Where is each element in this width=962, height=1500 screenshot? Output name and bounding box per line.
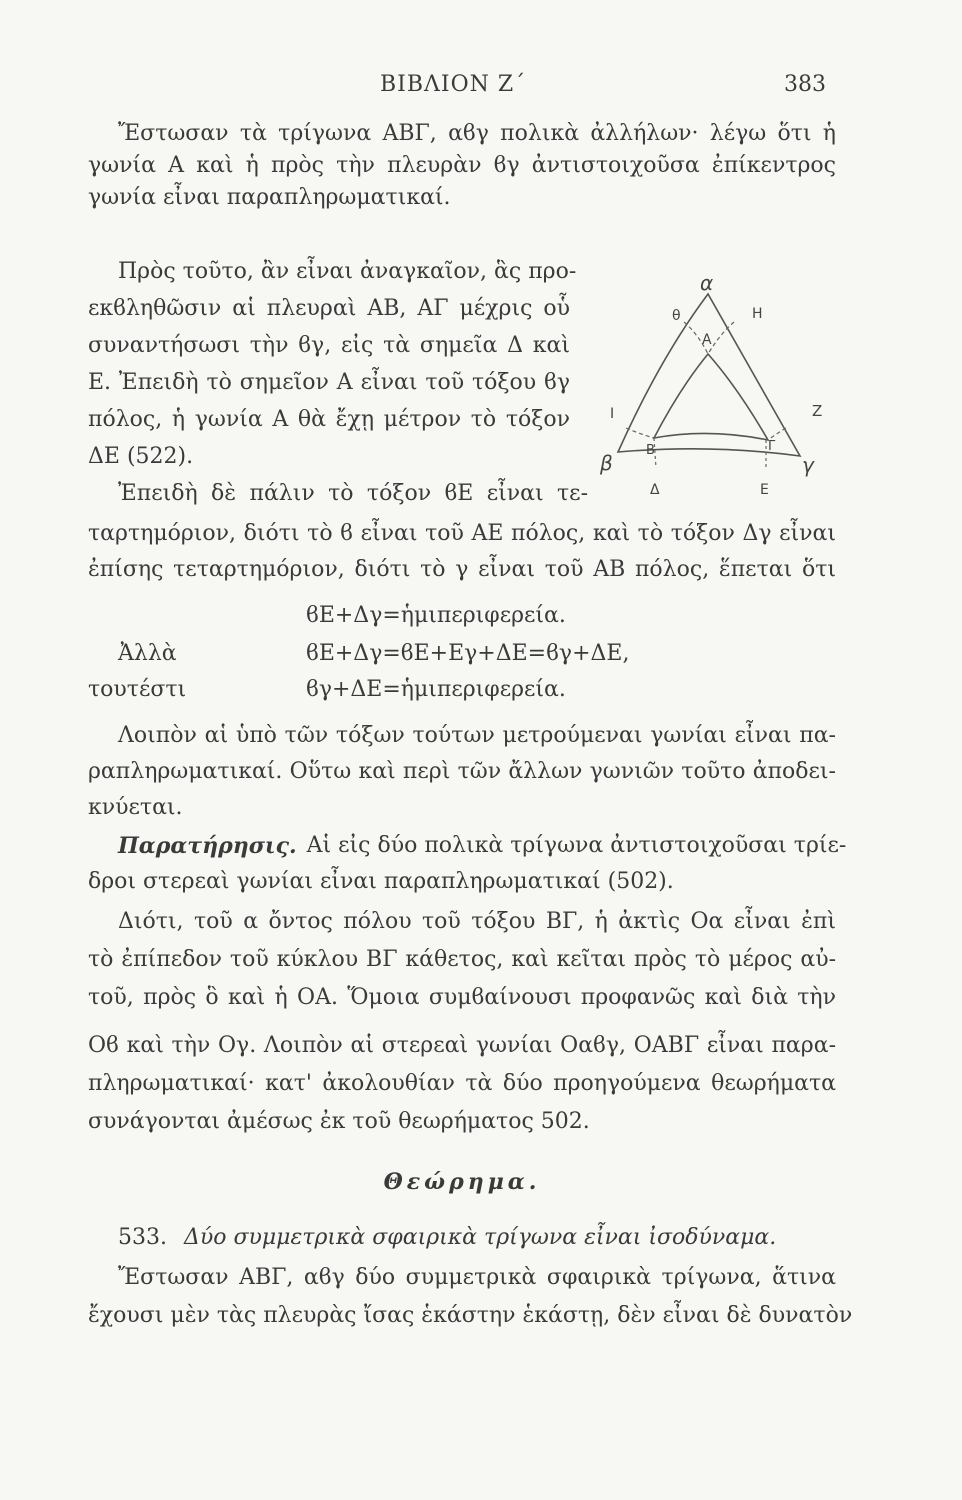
text-line: Πρὸς τοῦτο, ἂν εἶναι ἀναγκαῖον, ἃς προ- <box>118 259 577 284</box>
text-line: εκϐληθῶσιν αἱ πλευραὶ ΑΒ, ΑΓ μέχρις οὗ <box>88 296 570 321</box>
text-line: Ἔστωσαν τὰ τρίγωνα ΑΒΓ, αϐγ πολικὰ ἀλλήλων· λέγω ὅτι ἡ <box>118 121 836 146</box>
text-line: Ε. Ἐπειδὴ τὸ σημεῖον Α εἶναι τοῦ τόξου ϐγ <box>88 370 570 395</box>
theorem-statement: Δύο συμμετρικὰ σφαιρικὰ τρίγωνα εἶναι ἰσοδύναμα. <box>183 1225 777 1250</box>
text-line: δροι στερεαὶ γωνίαι εἶναι παραπληρωματικαί (502). <box>88 869 674 894</box>
equation-2: ϐΕ+Δγ=ϐΕ+Εγ+ΔΕ=ϐγ+ΔΕ, <box>306 641 630 666</box>
text-line: γωνία εἶναι παραπληρωματικαί. <box>88 185 451 210</box>
outer-triangle <box>618 294 800 456</box>
dashed-arc-right <box>708 322 734 354</box>
text-line: ΔΕ (522). <box>88 444 194 469</box>
text-line: ἐπίσης τεταρτημόριον, διότι τὸ γ εἶναι τοῦ ΑΒ πόλος, ἕπεται ὅτι <box>88 557 836 582</box>
text-line: γωνία Α καὶ ἡ πρὸς τὴν πλευρὰν ϐγ ἀντιστοιχοῦσα ἐπίκεντρος <box>88 153 836 178</box>
label-z: Ζ <box>812 402 823 420</box>
equation-label-touteсti: τουτέστι <box>88 677 187 702</box>
text-line: πόλος, ἡ γωνία Α θὰ ἔχῃ μέτρον τὸ τόξον <box>88 407 570 432</box>
dashed-arc-i <box>626 428 654 438</box>
text-line: Λοιπὸν αἱ ὑπὸ τῶν τόξων τούτων μετρούμεναι γωνίαι εἶναι πα- <box>118 723 836 748</box>
label-h: Η <box>752 306 763 322</box>
text-line: συναντήσωσι τὴν ϐγ, εἰς τὰ σημεῖα Δ καὶ <box>88 333 570 358</box>
remark-heading: Παρατήρησις. <box>118 833 297 859</box>
label-e: Ε <box>760 482 769 498</box>
text-line: πληρωματικαί· κατ' ἀκολουθίαν τὰ δύο προηγούμενα θεωρήματα <box>88 1071 836 1096</box>
inner-triangle <box>654 354 768 440</box>
label-alpha: α <box>700 271 714 295</box>
text-line: Οϐ καὶ τὴν Ογ. Λοιπὸν αἱ στερεαὶ γωνίαι Οαϐγ, ΟΑΒΓ εἶναι παρα- <box>88 1033 836 1058</box>
text-line: Ἔστωσαν ΑΒΓ, αϐγ δύο συμμετρικὰ σφαιρικὰ τρίγωνα, ἅτινα <box>118 1265 836 1290</box>
text-line: συνάγονται ἀμέσως ἐκ τοῦ θεωρήματος 502. <box>88 1109 590 1134</box>
label-g: Γ <box>768 439 776 454</box>
text-line: κνύεται. <box>88 795 183 820</box>
text-line: Ἐπειδὴ δὲ πάλιν τὸ τόξον ϐΕ εἶναι τε- <box>118 481 588 506</box>
equation-label-alla: Ἀλλὰ <box>118 641 177 666</box>
page-number: 383 <box>784 72 826 97</box>
label-b: Β <box>646 443 655 458</box>
spherical-triangle-diagram <box>590 268 830 500</box>
text-line: ἔχουσι μὲν τὰς πλευρὰς ἴσας ἑκάστην ἑκάστῃ, δὲν εἶναι δὲ δυνατὸν <box>88 1303 853 1328</box>
theorem-number: 533. <box>118 1225 167 1250</box>
text-line: ταρτημόριον, διότι τὸ ϐ εἶναι τοῦ ΑΕ πόλος, καὶ τὸ τόξον Δγ εἶναι <box>88 521 836 546</box>
remark-line <box>118 832 847 860</box>
text-line: τοῦ, πρὸς ὃ καὶ ἡ ΟΑ. Ὅμοια συμϐαίνουσι προφανῶς καὶ διὰ τὴν <box>88 985 836 1010</box>
theorem-statement-line <box>118 1224 776 1252</box>
label-d: Δ <box>650 482 660 498</box>
label-a: Α <box>702 332 712 348</box>
equation-1: ϐΕ+Δγ=ἡμιπεριφερεία. <box>306 603 566 628</box>
label-i: Ι <box>610 406 615 422</box>
label-theta: θ <box>672 308 681 324</box>
label-beta: β <box>600 451 613 475</box>
theorem-heading: Θεώρημα. <box>383 1169 541 1195</box>
equation-3: ϐγ+ΔΕ=ἡμιπεριφερεία. <box>306 677 566 702</box>
text-line: τὸ ἐπίπεδον τοῦ κύκλου ΒΓ κάθετος, καὶ κεῖται πρὸς τὸ μέρος αὐ- <box>88 947 836 972</box>
remark-text: Αἱ εἰς δύο πολικὰ τρίγωνα ἀντιστοιχοῦσαι τρίε- <box>306 833 847 858</box>
label-gamma: γ <box>802 453 814 477</box>
text-line: Διότι, τοῦ α ὄντος πόλου τοῦ τόξου ΒΓ, ἡ ἀκτὶς Οα εἶναι ἐπὶ <box>118 909 836 934</box>
running-header: ΒΙΒΛΙΟΝ Ζ΄ <box>380 72 527 97</box>
text-line: ραπληρωματικαί. Οὕτω καὶ περὶ τῶν ἄλλων γωνιῶν τοῦτο ἀποδει- <box>88 759 836 784</box>
